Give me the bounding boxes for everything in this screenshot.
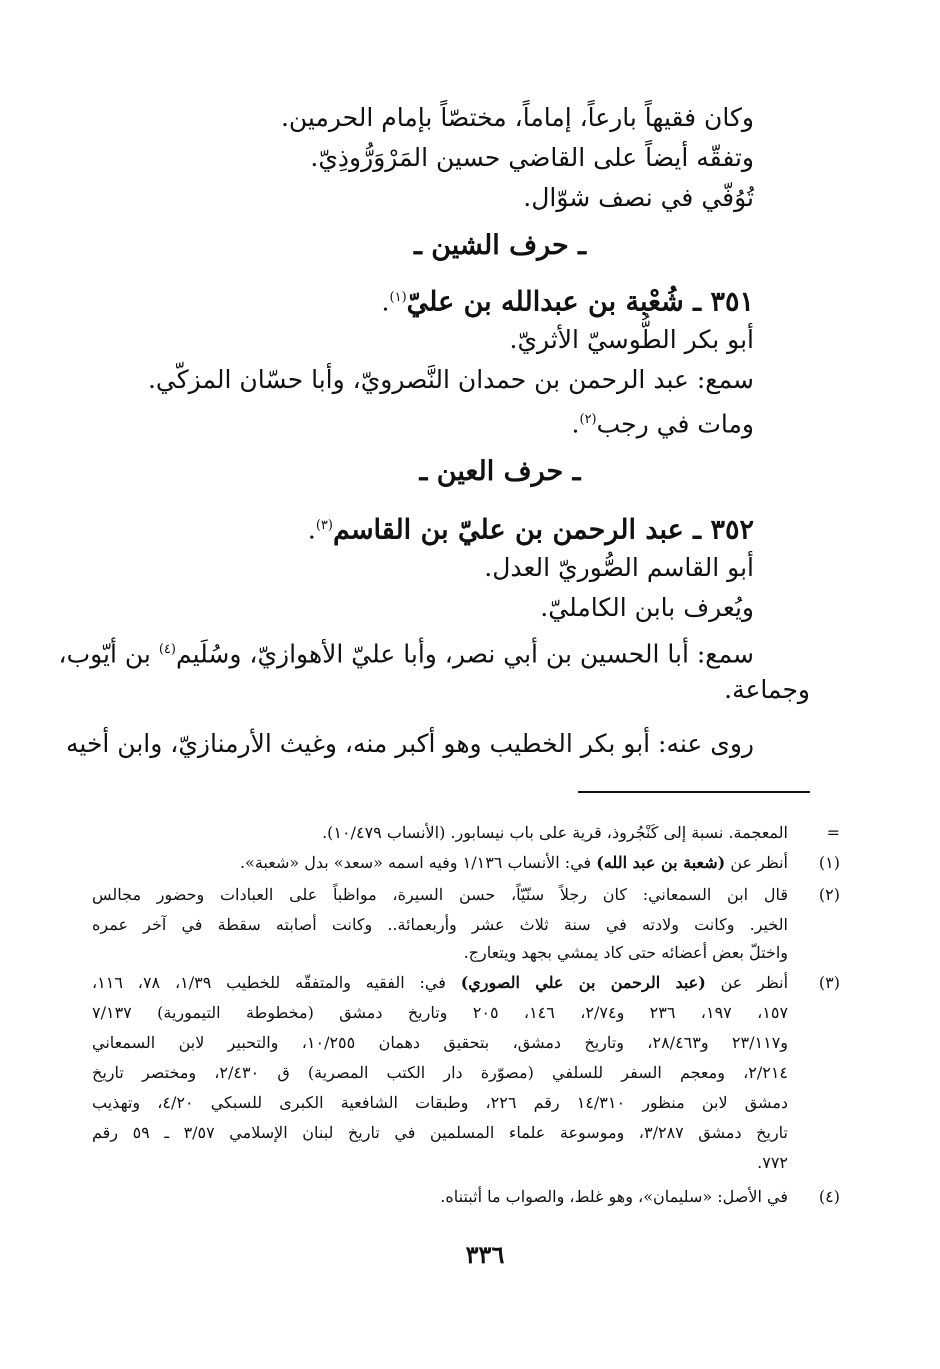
footnote-number: (٣) (818, 973, 840, 992)
footnote-3-line (92, 972, 788, 994)
heard-text: سمع: أبا الحسين بن أبي نصر، وأبا عليّ الأهوازيّ، وسُلَيم (175, 639, 754, 669)
entry-351-death (572, 402, 754, 442)
death-text: ومات في رجب (596, 409, 754, 439)
footnote-number: (٤) (818, 1187, 840, 1206)
footnote-number: (٢) (818, 885, 840, 904)
footnote-2-line: قال ابن السمعاني: كان رجلاً سنّيّاً، حسن السيرة، مواظباً على العبادات وحضور مجالس (92, 885, 788, 904)
footnote-1 (92, 852, 840, 874)
footnote-text (92, 852, 788, 874)
entry-352-title: ٣٥٢ ـ عبد الرحمن بن عليّ بن القاسم (332, 514, 754, 546)
entry-352-title-line (308, 508, 754, 548)
footnote-2-line: الخير. وكانت ولادته في سنة ثلاث عشر وأربعمائة.. وكانت أصابته سقطة في آخر عمره (92, 915, 788, 934)
footnote-3-line: ٢/٢١٤، ومعجم السفر للسلفي (مصوّرة دار الكتب المصرية) ق ٢/٤٣٠، ومختصر تاريخ (92, 1063, 788, 1082)
footnote-number: (١) (818, 853, 840, 872)
footnote-bold-name: (عبد الرحمن بن علي الصوري) (460, 973, 706, 992)
footnote-text-part: أنظر عن (705, 973, 789, 992)
footnote-ref: (٣) (315, 518, 333, 533)
footnote-text: في الأصل: «سليمان»، وهو غلط، والصواب ما أثبتناه. (440, 1187, 788, 1206)
continuation-marker: = (826, 823, 840, 842)
entry-352-heard (58, 632, 754, 672)
footnote-bold-name: (شعبة بن عبد الله) (596, 853, 726, 872)
section-heading-ayn: ـ حرف العين ـ (419, 456, 581, 487)
entry-352-known: ويُعرف بابن الكامليّ. (540, 593, 754, 622)
section-heading-shin: ـ حرف الشين ـ (413, 230, 587, 261)
footnote-3-line: و٢٣/١١٧ و٢٨/٤٦٣، وتاريخ دمشق، بتحقيق دهمان ١٠/٢٥٥، والتحبير لابن السمعاني (92, 1033, 789, 1052)
footnote-ref: (١) (389, 290, 407, 305)
entry-352-narrated: روى عنه: أبو بكر الخطيب وهو أكبر منه، وغيث الأرمنازيّ، وابن أخيه (66, 729, 754, 758)
entry-351-heard: سمع: عبد الرحمن بن حمدان النَّصرويّ، وأبا حسّان المزكّي. (147, 365, 754, 394)
heard-text-cont: بن أيّوب، (58, 639, 159, 669)
body-line: وتفقّه أيضاً على القاضي حسين المَرْوَرُّوذِيّ. (310, 143, 754, 172)
page-number: ٣٣٦ (465, 1240, 505, 1269)
entry-352-kunya: أبو القاسم الصُّوريّ العدل. (484, 553, 754, 582)
footnote-text: المعجمة. نسبة إلى كَنْجُروذ، قرية على باب نيسابور. (الأنساب ١٠/٤٧٩). (322, 823, 788, 842)
entry-351-title: ٣٥١ ـ شُعْبة بن عبدالله بن عليّ (406, 286, 754, 318)
footnote-3-line: ٧٧٢. (757, 1153, 788, 1172)
footnote-ref: (٢) (579, 412, 597, 427)
punctuation: . (381, 287, 390, 317)
punctuation: . (571, 409, 580, 439)
entry-352-heard-cont: وجماعة. (724, 675, 810, 704)
footnote-3-line: تاريخ دمشق ٣/٢٨٧، وموسوعة علماء المسلمين في تاريخ لبنان الإسلامي ٣/٥٧ ـ ٥٩ رقم (92, 1123, 789, 1142)
footnote-2-line: واختلّ بعض أعضائه حتى كاد يمشي بجهد ويتعارج. (463, 943, 788, 962)
footnote-continuation (92, 822, 840, 844)
footnote-text-part: أنظر عن (725, 853, 788, 872)
footnote-4 (92, 1186, 840, 1208)
body-line: وكان فقيهاً بارعاً، إماماً، مختصّاً بإمام الحرمين. (280, 103, 754, 132)
body-line: تُوُفّي في نصف شوّال. (523, 183, 754, 212)
punctuation: . (307, 515, 316, 545)
entry-351-title-line (382, 280, 754, 320)
footnote-3-line: دمشق لابن منظور ١٤/٣١٠ رقم ٢٢٦، وطبقات الشافعية الكبرى للسبكي ٤/٢٠، وتهذيب (92, 1093, 789, 1112)
footnote-separator (578, 791, 810, 793)
footnote-text-part: في: الفقيه والمتفقّه للخطيب ١/٣٩، ٧٨، ١١٦، (92, 973, 461, 992)
footnote-ref: (٤) (158, 642, 176, 657)
footnote-3-line: ١٥٧، ١٩٧، ٢٣٦ و٢/٧٤، ١٤٦، ٢٠٥ وتاريخ دمشق (مخطوطة التيمورية) ٧/١٣٧ (92, 1003, 789, 1022)
entry-351-kunya: أبو بكر الطُّوسيّ الأثريّ. (509, 325, 754, 354)
footnote-text-part: في: الأنساب ١/١٣٦ وفيه اسمه «سعد» بدل «شعبة». (239, 853, 597, 872)
